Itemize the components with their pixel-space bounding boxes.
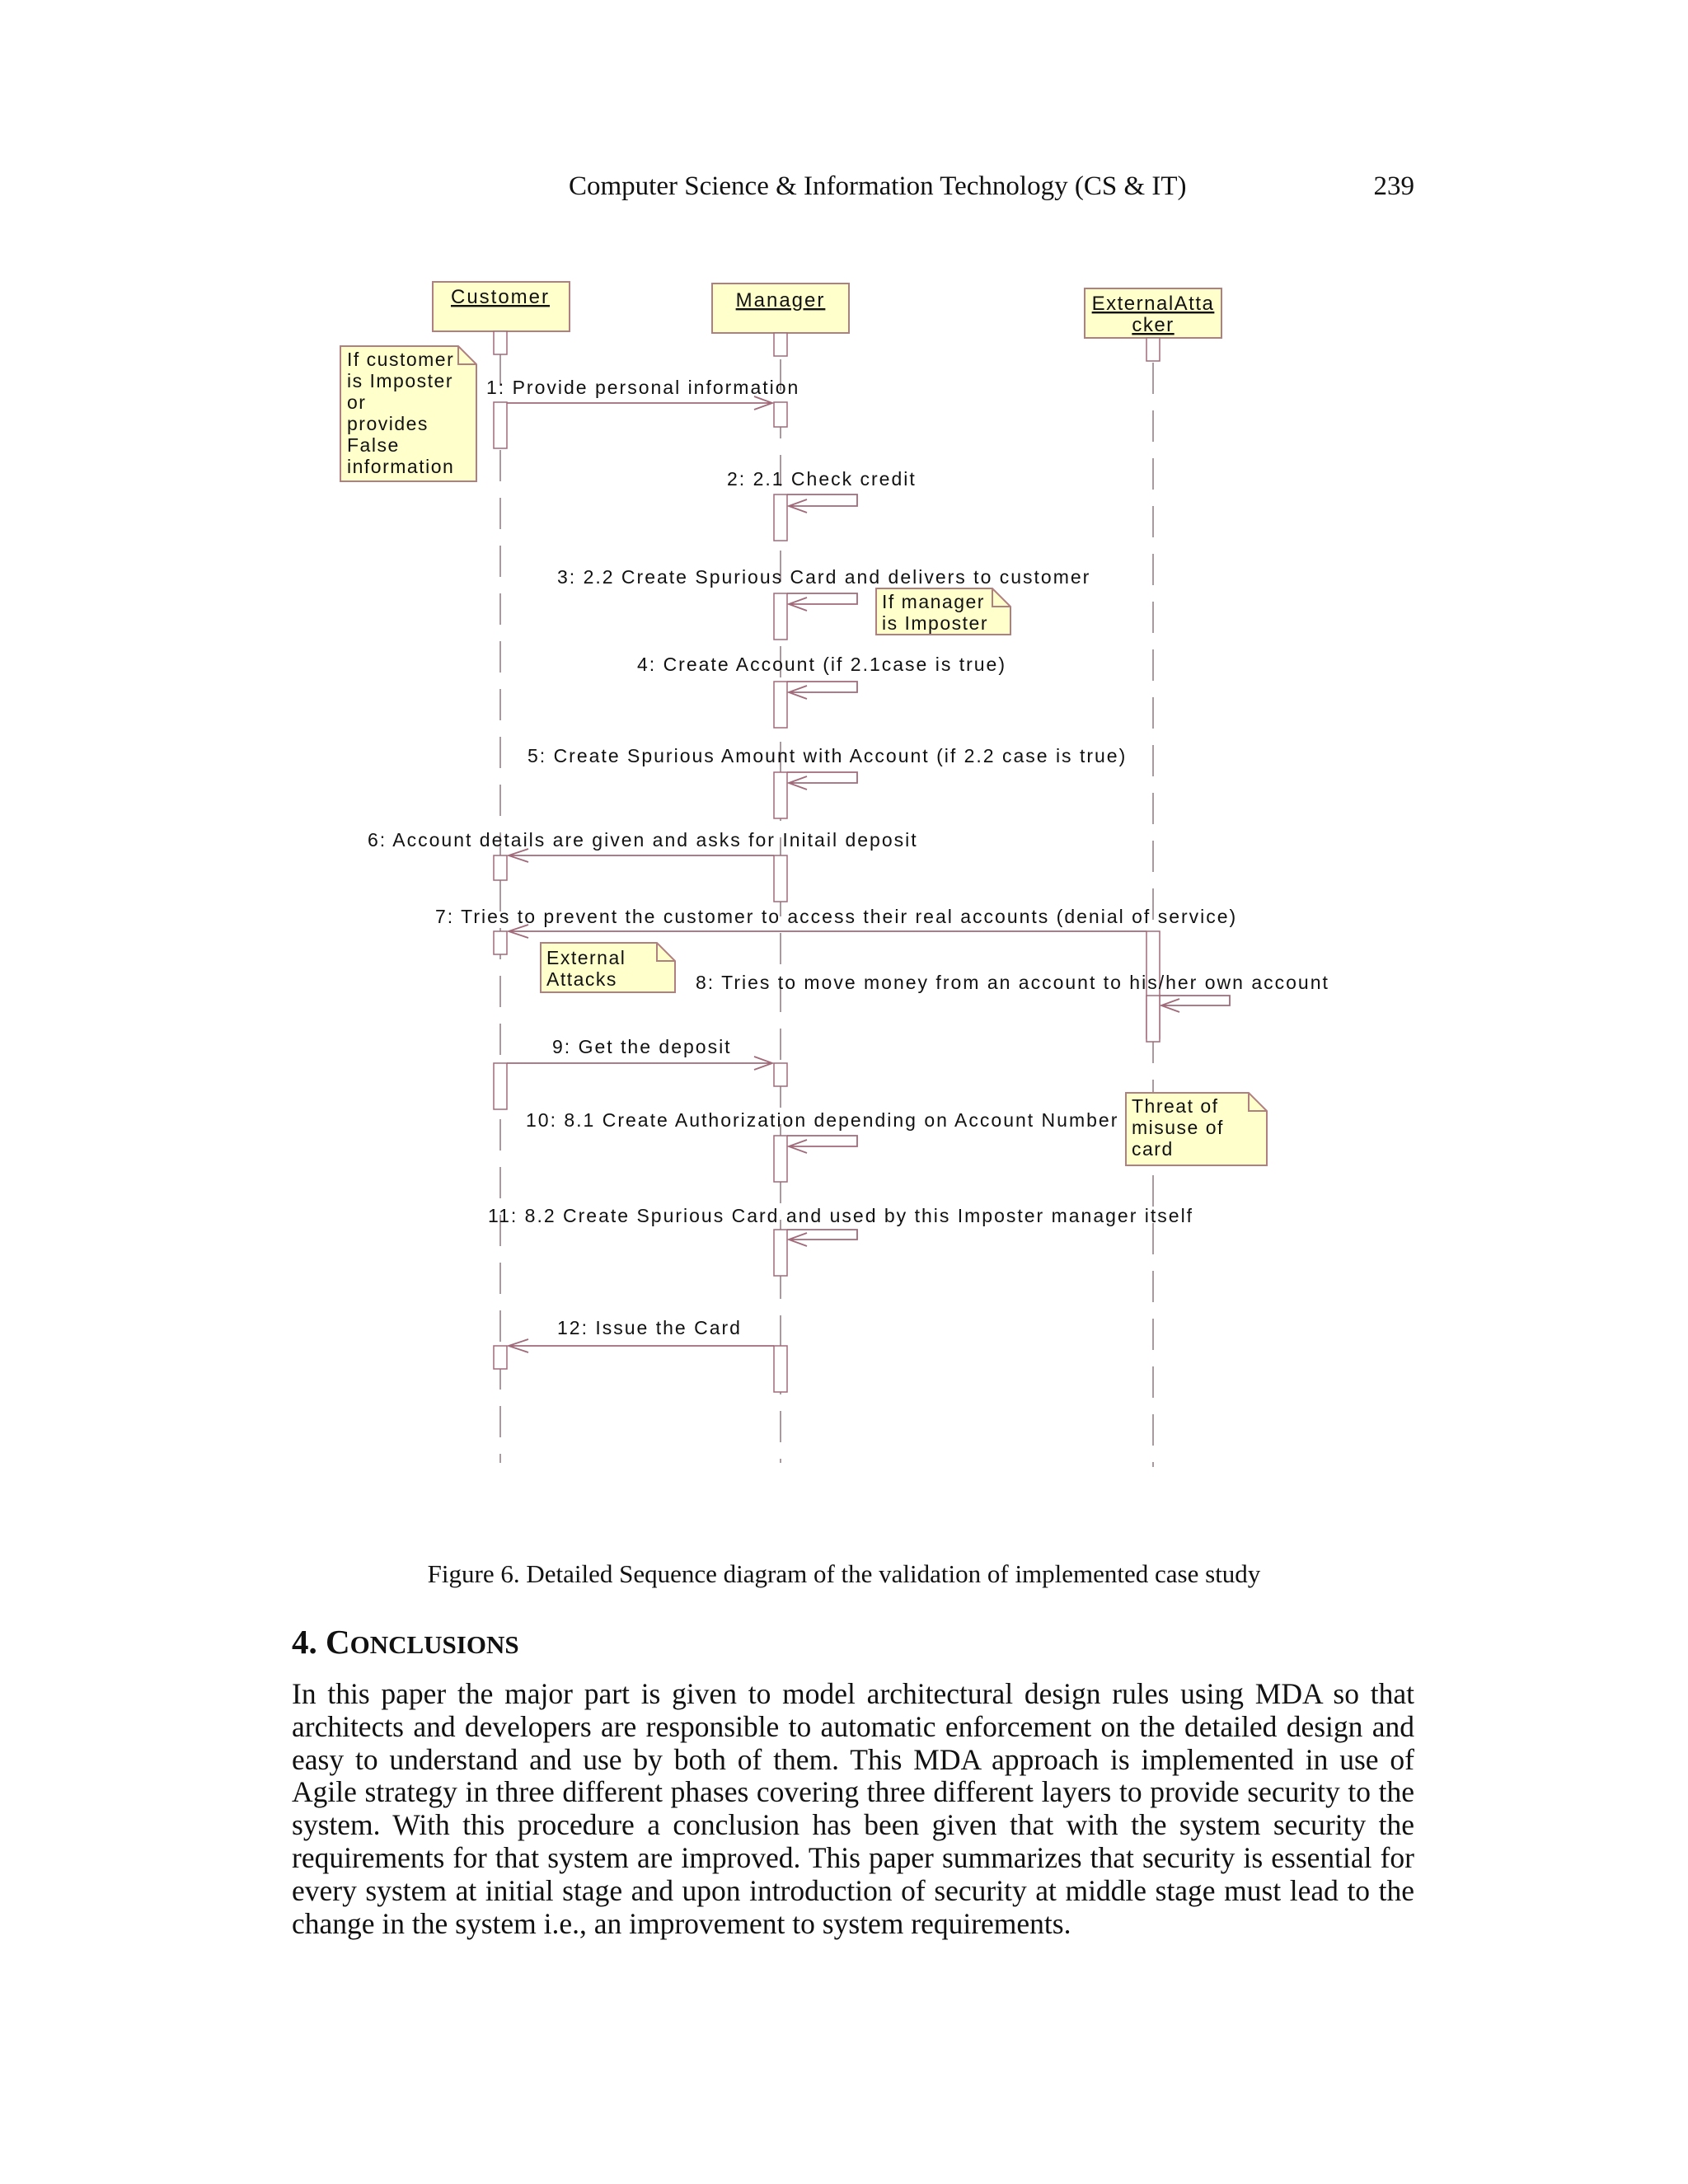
message-2-arrow (787, 494, 857, 513)
note-line: misuse of (1132, 1117, 1224, 1138)
activation-bar (774, 494, 787, 541)
note-line: provides (347, 413, 429, 434)
message-3-label: 3: 2.2 Create Spurious Card and delivers to customer (557, 566, 1091, 588)
message-11-arrow (787, 1230, 857, 1246)
message-9-arrow (507, 1057, 772, 1070)
message-4-label: 4: Create Account (if 2.1case is true) (637, 654, 1007, 675)
note-line: External (546, 947, 626, 968)
conclusion-paragraph: In this paper the major part is given to model architectural design rules using MDA so that architects and developers are responsible to automatic enforcement on the detailed design and easy to understand and use by both of them. This MDA approach is implemented in use of Agile strategy in three different phases covering three different layers to provide security to the system. With this procedure a conclusion has been given that with the system security the requirements for that system are improved. This paper summarizes that security is essential for every system at initial stage and upon introduction of security at middle stage must lead to the change in the system i.e., an improvement to system requirements. (292, 1677, 1414, 1940)
note-line: information (347, 456, 455, 477)
activation-bar (774, 1136, 787, 1182)
message-9-label: 9: Get the deposit (552, 1036, 732, 1057)
note-line: card (1132, 1138, 1174, 1160)
activation-bar (494, 402, 507, 448)
activation-bar (774, 1063, 787, 1086)
running-head: Computer Science & Information Technology (CS & IT) (569, 171, 1187, 201)
note-manager-imposter (876, 588, 1010, 635)
message-2-label: 2: 2.1 Check credit (727, 468, 917, 490)
activation-bar (494, 1346, 507, 1369)
note-card-misuse (1126, 1093, 1267, 1165)
activation-bar (774, 772, 787, 818)
note-line: Attacks (546, 968, 617, 990)
section-title-rest: ONCLUSIONS (349, 1630, 519, 1659)
note-line: False (347, 434, 400, 456)
activation-bar (774, 402, 787, 427)
activation-bar (774, 1346, 787, 1392)
figure-caption: Figure 6. Detailed Sequence diagram of the validation of implemented case study (427, 1559, 1261, 1588)
manager-object-box (712, 284, 849, 333)
activation-bars (494, 331, 1160, 1392)
section-title-initial: C (326, 1623, 350, 1661)
message-8-arrow (1160, 996, 1230, 1012)
message-5-label: 5: Create Spurious Amount with Account (if 2.2 case is true) (528, 745, 1128, 766)
activation-bar (774, 593, 787, 640)
message-3-arrow (787, 593, 857, 611)
message-11-label: 11: 8.2 Create Spurious Card and used by this Imposter manager itself (488, 1205, 1194, 1226)
message-8-label: 8: Tries to move money from an account to his/her own account (696, 972, 1329, 993)
activation-bar (774, 333, 787, 356)
note-line: is Imposter (882, 612, 988, 634)
message-1-label: 1: Provide personal information (486, 377, 800, 398)
page-number: 239 (1373, 171, 1414, 201)
activation-bar (1146, 996, 1160, 1042)
message-7-label: 7: Tries to prevent the customer to access their real accounts (denial of service) (435, 906, 1238, 927)
note-line: If manager (882, 591, 985, 612)
note-line: Threat of (1132, 1095, 1219, 1117)
note-line: is Imposter (347, 370, 453, 391)
message-4-arrow (787, 682, 857, 699)
customer-label: Customer (450, 286, 551, 308)
message-5-arrow (787, 772, 857, 790)
message-12-label: 12: Issue the Card (557, 1317, 742, 1338)
message-10-arrow (787, 1136, 857, 1153)
activation-bar (774, 1230, 787, 1276)
message-12-arrow (509, 1339, 774, 1352)
section-number: 4. (292, 1623, 317, 1661)
activation-bar (494, 331, 507, 354)
note-customer-imposter (340, 346, 476, 481)
note-line: If customer (347, 349, 455, 370)
message-1-arrow (507, 396, 772, 410)
attacker-object-box (1085, 288, 1221, 338)
message-6-arrow (509, 849, 774, 862)
activation-bar (774, 855, 787, 902)
message-10-label: 10: 8.1 Create Authorization depending on Account Number (526, 1109, 1119, 1131)
activation-bar (494, 931, 507, 954)
note-line: or (347, 391, 367, 413)
customer-object-box (433, 282, 570, 331)
message-6-label: 6: Account details are given and asks for Initail deposit (368, 829, 918, 851)
attacker-label-line-2: cker (1132, 314, 1175, 336)
attacker-label-line-1: ExternalAtta (1091, 293, 1215, 315)
activation-bar (774, 682, 787, 728)
section-heading (292, 1622, 519, 1661)
activation-bar (494, 855, 507, 880)
note-external-attacks (541, 943, 675, 992)
activation-bar (1146, 338, 1160, 361)
manager-label: Manager (735, 289, 826, 312)
activation-bar (494, 1063, 507, 1109)
